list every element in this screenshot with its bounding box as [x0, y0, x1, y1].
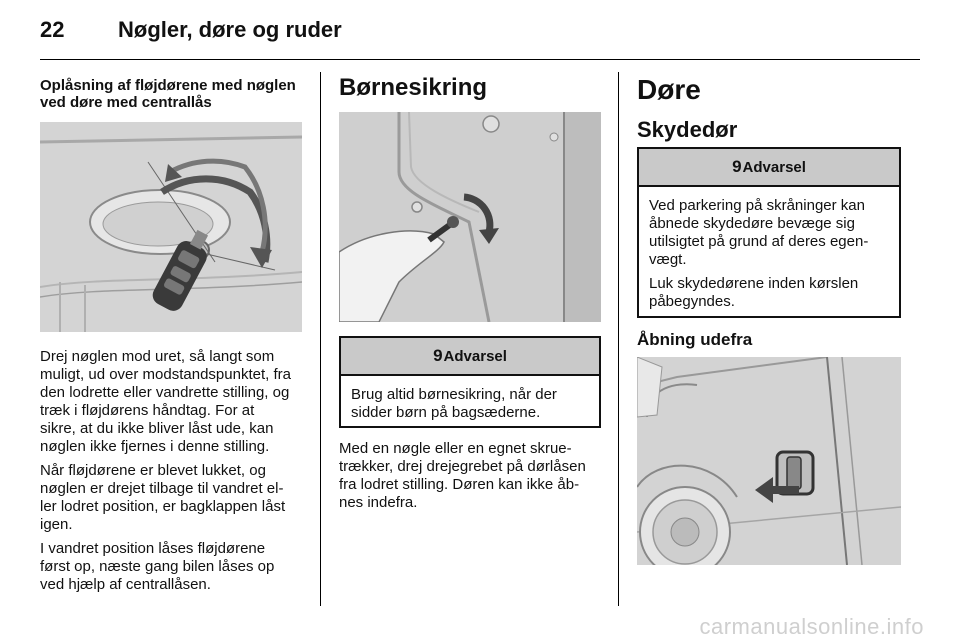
warning-body	[639, 187, 899, 319]
sliding-door-warning-box	[637, 147, 901, 318]
text-line: Drej nøglen mod uret, så langt som	[40, 348, 275, 365]
warning-header	[639, 149, 899, 187]
child-lock-body-text	[339, 440, 609, 512]
warning-triangle-icon: 9	[433, 346, 443, 365]
column-divider-right	[618, 72, 619, 606]
text-line: åbnede skydedøre bevæge sig	[649, 215, 855, 232]
text-line: trækker, drej drejegrebet på dørlåsen	[339, 458, 586, 475]
left-subheading-line: Oplåsning af fløjdørene med nøglen	[40, 77, 296, 94]
sliding-door-image	[637, 357, 901, 565]
opening-outside-heading: Åbning udefra	[637, 330, 753, 349]
warning-paragraph-1	[649, 197, 889, 269]
text-line: Luk skydedørene inden kørslen	[649, 275, 859, 292]
text-line: påbegyndes.	[649, 293, 735, 310]
warning-paragraph-2	[649, 275, 889, 311]
left-subheading-line: ved døre med centrallås	[40, 94, 212, 111]
text-line: først op, næste gang bilen låses op	[40, 558, 275, 575]
column-divider-left	[320, 72, 321, 606]
page-number: 22	[40, 17, 65, 42]
warning-triangle-icon: 9	[732, 157, 742, 176]
text-line: træk i fløjdørens håndtag. For at	[40, 402, 255, 419]
text-line: fra lodret stilling. Døren kan ikke åb-	[339, 476, 580, 493]
text-line: vægt.	[649, 251, 687, 268]
left-paragraph-1	[40, 348, 310, 456]
left-paragraph-2	[40, 462, 310, 534]
text-line: Ved parkering på skråninger kan	[649, 197, 865, 214]
child-lock-illustration	[339, 112, 601, 322]
doors-title: Døre	[637, 74, 701, 105]
key-unlock-illustration	[40, 122, 302, 332]
text-line: nes indefra.	[339, 494, 418, 511]
text-line: I vandret position låses fløjdørene	[40, 540, 266, 557]
watermark: carmanualsonline.info	[699, 614, 924, 639]
child-lock-title: Børnesikring	[339, 74, 488, 101]
warning-header	[341, 338, 599, 376]
text-line: nøglen ikke fjernes i denne stilling.	[40, 438, 270, 455]
text-line: utilsigtet på grund af deres egen-	[649, 233, 869, 250]
page-header-title: Nøgler, døre og ruder	[118, 17, 342, 42]
sliding-door-illustration	[637, 357, 901, 565]
warning-label: Advarsel	[742, 158, 806, 176]
child-lock-image	[339, 112, 601, 322]
text-line: sikre, at du ikke bliver låst ude, kan	[40, 420, 274, 437]
warning-label: Advarsel	[443, 347, 507, 365]
text-line: Brug altid børnesikring, når der	[351, 386, 557, 403]
text-line: nøglen er drejet tilbage til vandret el-	[40, 480, 284, 497]
text-line: muligt, ud over modstandspunktet, fra	[40, 366, 291, 383]
warning-body	[341, 376, 599, 430]
text-line: igen.	[40, 516, 73, 533]
key-in-lock-image	[40, 122, 302, 332]
text-line: Med en nøgle eller en egnet skrue-	[339, 440, 572, 457]
child-lock-warning-box	[339, 336, 601, 428]
left-subheading	[40, 77, 296, 111]
text-line: den lodrette eller vandrette stilling, og	[40, 384, 290, 401]
left-paragraph-3	[40, 540, 310, 594]
text-line: ler lodret position, er bagklappen låst	[40, 498, 286, 515]
text-line: Når fløjdørene er blevet lukket, og	[40, 462, 266, 479]
left-body-text	[40, 348, 310, 600]
text-line: ved hjælp af centrallåsen.	[40, 576, 211, 593]
text-line: sidder børn på bagsæderne.	[351, 404, 541, 421]
header-rule	[40, 59, 920, 60]
sliding-door-subtitle: Skydedør	[637, 117, 738, 142]
